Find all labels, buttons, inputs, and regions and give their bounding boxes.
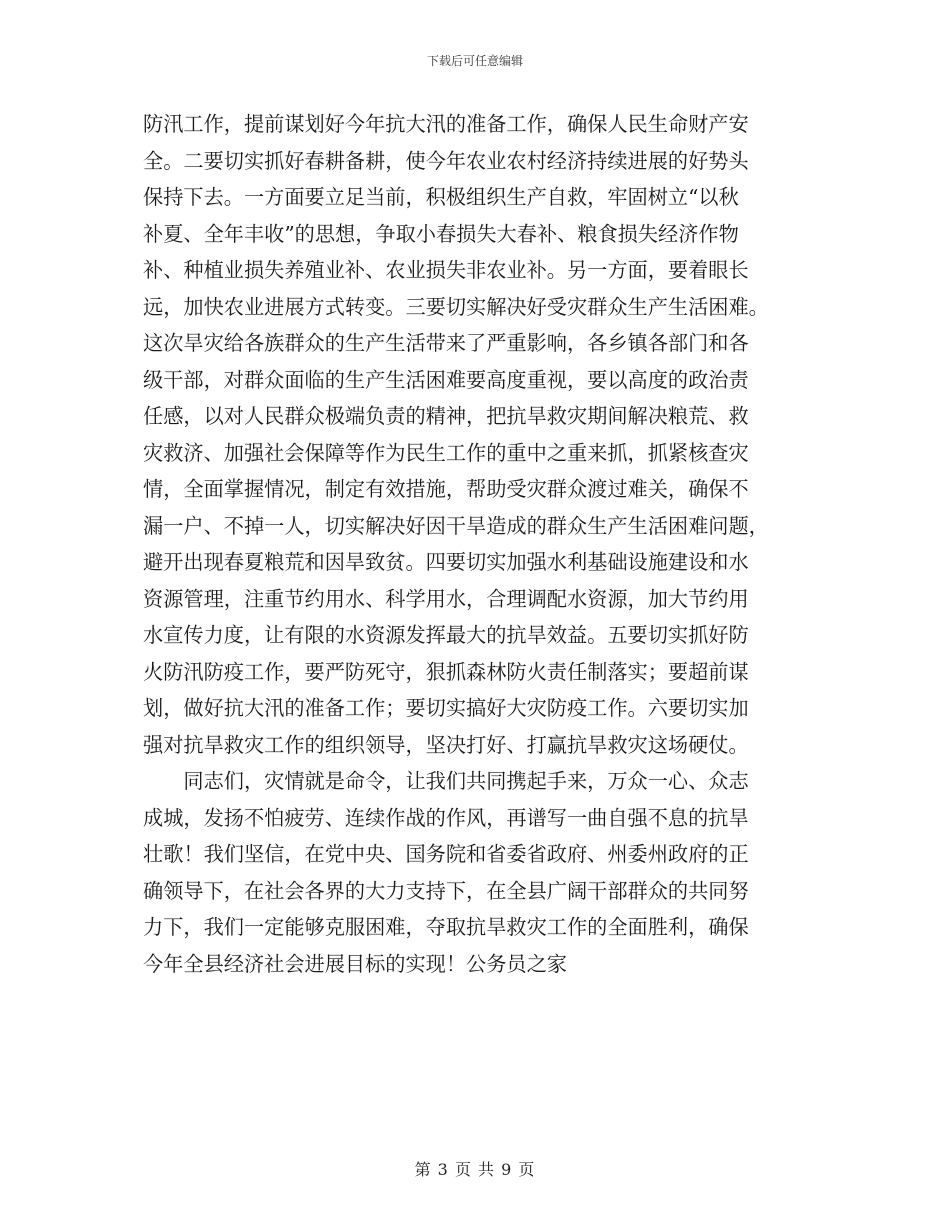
text-line: 成城，发扬不怕疲劳、连续作战的作风，再谱写一曲自强不息的抗旱 <box>143 805 749 830</box>
page-header: 下载后可任意编辑 <box>426 54 523 68</box>
text-line: 全。二要切实抓好春耕备耕，使今年农业农村经济持续进展的好势头 <box>143 148 749 173</box>
text-line: 补夏、全年丰收”的思想，争取小春损失大春补、粮食损失经济作物 <box>143 221 739 246</box>
text-line: 防汛工作，提前谋划好今年抗大汛的准备工作，确保人民生命财产安 <box>143 112 749 136</box>
text-line: 水宣传力度，让有限的水资源发挥最大的抗旱效益。五要切实抓好防 <box>143 623 749 647</box>
document-body <box>143 106 807 982</box>
text-line: 今年全县经济社会进展目标的实现！公务员之家 <box>143 951 567 976</box>
text-line: 情，全面掌握情况，制定有效措施，帮助受灾群众渡过难关，确保不 <box>143 477 749 501</box>
text-line: 力下，我们一定能够克服困难，夺取抗旱救灾工作的全面胜利，确保 <box>143 915 749 939</box>
text-line: 资源管理，注重节约用水、科学用水，合理调配水资源，加大节约用 <box>143 586 749 611</box>
text-line: 漏一户、不掉一人，切实解决好因干旱造成的群众生产生活困难问题， <box>143 513 769 538</box>
text-line: 任感，以对人民群众极端负责的精神，把抗旱救灾期间解决粮荒、救 <box>143 404 749 428</box>
text-line: 保持下去。一方面要立足当前，积极组织生产自救，牢固树立“以秋 <box>143 185 739 209</box>
text-line: 远，加快农业进展方式转变。三要切实解决好受灾群众生产生活困难。 <box>143 294 769 319</box>
text-line: 补、种植业损失养殖业补、农业损失非农业补。另一方面，要着眼长 <box>143 258 749 282</box>
text-line: 划，做好抗大汛的准备工作；要切实搞好大灾防疫工作。六要切实加 <box>143 696 749 720</box>
paragraph-start-line: 同志们，灾情就是命令，让我们共同携起手来，万众一心、众志 <box>143 769 749 793</box>
text-line: 壮歌！我们坚信，在党中央、国务院和省委省政府、州委州政府的正 <box>143 842 749 866</box>
text-line: 级干部，对群众面临的生产生活困难要高度重视，要以高度的政治责 <box>143 367 749 392</box>
text-line: 灾救济、加强社会保障等作为民生工作的重中之重来抓，抓紧核查灾 <box>143 440 749 465</box>
text-line: 火防汛防疫工作，要严防死守，狠抓森林防火责任制落实；要超前谋 <box>143 659 749 684</box>
text-line: 这次旱灾给各族群众的生产生活带来了严重影响，各乡镇各部门和各 <box>143 331 749 355</box>
page-number: 第 3 页 共 9 页 <box>414 1160 536 1179</box>
text-line: 强对抗旱救灾工作的组织领导，坚决打好、打赢抗旱救灾这场硬仗。 <box>143 732 749 757</box>
text-line: 避开出现春夏粮荒和因旱致贫。四要切实加强水利基础设施建设和水 <box>143 550 749 574</box>
text-line: 确领导下，在社会各界的大力支持下，在全县广阔干部群众的共同努 <box>143 878 749 903</box>
